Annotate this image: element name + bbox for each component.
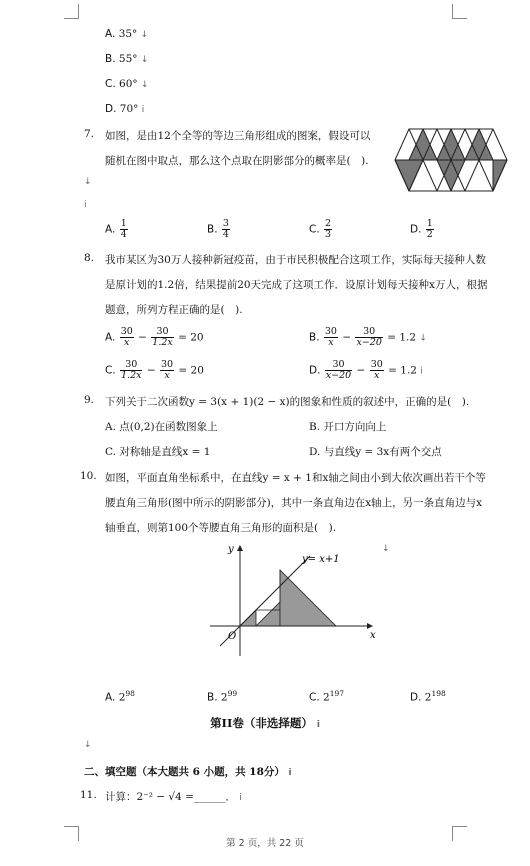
q10-number: 10. <box>80 470 97 482</box>
q7-option-c: C. $\frac{2}{3}$ <box>309 218 332 240</box>
crop-mark-top-right <box>452 4 467 19</box>
shaded-triangle <box>437 129 465 160</box>
shaded-triangle <box>256 602 280 626</box>
q7-option-b: B. $\frac{3}{4}$ <box>207 218 229 240</box>
coordinate-graph-figure <box>210 540 380 660</box>
q8-stem-line1: 我市某区为30万人接种新冠疫苗，由于市民积极配合这项工作，实际每天接种人数 <box>105 254 486 266</box>
y-axis-label: y <box>228 544 234 555</box>
line-label: y= x+1 <box>302 554 340 565</box>
shaded-triangle <box>409 129 437 160</box>
paragraph-mark: ↓ <box>84 177 92 187</box>
q6-option-b: B. 55° ↓ <box>105 53 149 65</box>
q10-option-a: A. $2^{98}$ <box>105 689 135 704</box>
q11-number: 11. <box>80 789 97 801</box>
q7-option-a: A. $\frac{1}{4}$ <box>105 218 127 240</box>
q8-option-d: D. $\frac{30}{x-20}$ − $\frac{30}{x}$ = 1.2 ⅰ <box>309 359 423 381</box>
q10-option-c: C. $2^{197}$ <box>309 689 345 704</box>
shaded-triangle <box>395 160 423 191</box>
q10-option-d: D. $2^{198}$ <box>410 689 446 704</box>
paragraph-mark: ↓ <box>84 740 92 750</box>
shaded-triangle <box>465 129 493 160</box>
q9-option-b: B. 开口方向向上 <box>309 421 387 433</box>
q9-stem: 下列关于二次函数y = 3(x + 1)(2 − x)的图象和性质的叙述中，正确的是( ). <box>105 396 470 408</box>
origin-label: O <box>228 631 237 642</box>
q8-option-b: B. $\frac{30}{x}$ − $\frac{30}{x-20}$ = 1.2 ↓ <box>309 326 427 348</box>
q7-stem-line2: 随机在图中取点，那么这个点取在阴影部分的概率是( ). <box>105 155 369 167</box>
q8-option-a: A. $\frac{30}{x}$ − $\frac{30}{1.2x}$ = 20 <box>105 326 204 348</box>
paragraph-mark: ↓ <box>382 544 390 554</box>
q6-option-d: D. 70° ⅰ <box>105 103 145 115</box>
q9-option-d: D. 与直线y = 3x有两个交点 <box>309 446 442 458</box>
q10-stem-line1: 如图，平面直角坐标系中，在直线y = x + 1和x轴之间由小到大依次画出若干个等 <box>105 472 486 484</box>
part-heading: 二、填空题（本大题共 6 小题，共 18分） ⅰ <box>84 766 292 778</box>
q9-option-c: C. 对称轴是直线x = 1 <box>105 446 211 458</box>
q8-stem-line2: 是原计划的1.2倍，结果提前20天完成了这项工作．设原计划每天接种x万人，根据 <box>105 279 488 291</box>
q8-stem-line3: 题意，所列方程正确的是( ). <box>105 304 243 316</box>
q7-stem-line1: 如图，是由12个全等的等边三角形组成的图案，假设可以 <box>105 130 371 142</box>
triangle-pattern-figure <box>394 127 510 193</box>
crop-mark-top-left <box>64 4 79 19</box>
q6-option-c: C. 60° ↓ <box>105 78 149 90</box>
page-footer: 第 2 页，共 22 页 <box>226 838 304 849</box>
shaded-triangle <box>280 570 336 626</box>
q8-option-c: C. $\frac{30}{1.2x}$ − $\frac{30}{x}$ = 20 <box>105 359 204 381</box>
q10-stem-line3: 轴垂直，则第100个等腰直角三角形的面积是( ). <box>105 522 337 534</box>
shaded-triangle <box>437 160 465 191</box>
q8-number: 8. <box>84 252 95 264</box>
x-axis-label: x <box>370 630 376 641</box>
q6-option-a: A. 35° ↓ <box>105 28 149 40</box>
q10-stem-line2: 腰直角三角形(图中所示的阴影部分)，其中一条直角边在x轴上，另一条直角边与x <box>105 497 483 509</box>
q11-stem: 计算：2⁻² − √4 =______． ⅰ <box>105 791 242 803</box>
q7-number: 7. <box>84 128 95 140</box>
paragraph-mark: ⅰ <box>84 200 87 210</box>
q7-option-d: D. $\frac{1}{2}$ <box>410 218 433 240</box>
section-title: 第II卷（非选择题） ⅰ <box>210 716 320 730</box>
q9-number: 9. <box>84 394 95 406</box>
q10-option-b: B. $2^{99}$ <box>207 689 238 704</box>
q9-option-a: A. 点(0,2)在函数图象上 <box>105 421 218 433</box>
